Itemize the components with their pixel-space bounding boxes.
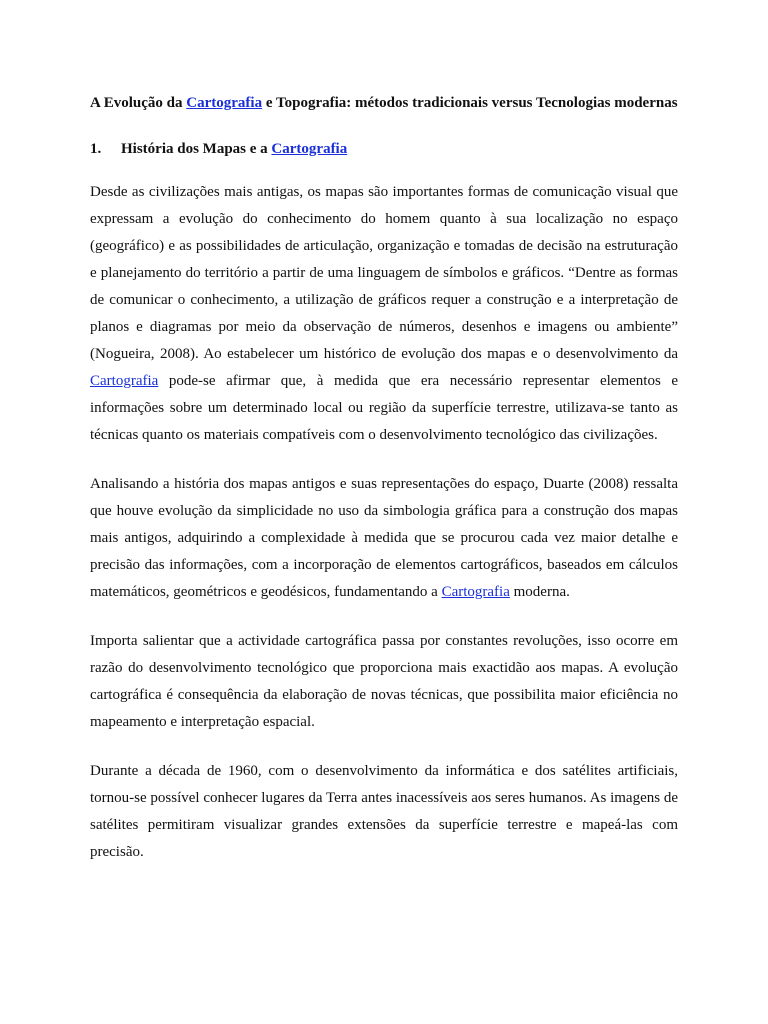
paragraph-1 — [90, 179, 678, 449]
paragraph-2-cartografia-link[interactable]: Cartografia — [441, 584, 510, 600]
paragraph-2 — [90, 471, 678, 606]
title-text-after: e Topografia: métodos tradicionais versus Tecnologias modernas — [262, 95, 678, 111]
paragraph-1-cartografia-link[interactable]: Cartografia — [90, 373, 159, 389]
section-1-text: História dos Mapas e a — [121, 141, 272, 157]
document-body — [90, 90, 678, 866]
section-1-heading — [90, 139, 678, 159]
document-title — [90, 90, 678, 116]
paragraph-3: Importa salientar que a actividade cartográfica passa por constantes revoluções, isso ocorre em razão do desenvolvimento tecnológico que proporciona mais exactidão aos mapas. A evolução cartográfica é consequência da elaboração de novas técnicas, que possibilita maior eficiência no mapeamento e interpretação espacial. — [90, 633, 678, 730]
section-1-cartografia-link[interactable]: Cartografia — [271, 141, 348, 157]
title-cartografia-link[interactable]: Cartografia — [186, 95, 263, 111]
paragraph-1-text-before: Desde as civilizações mais antigas, os mapas são importantes formas de comunicação visual que expressam a evolução do conhecimento do homem quanto à sua localização no espaço (geográfico) e as possibilidades de articulação, organização e tomadas de decisão na estruturação e planejamento do território a partir de uma linguagem de símbolos e gráficos. “Dentre as formas de comunicar o conhecimento, a utilização de gráficos requer a construção e a interpretação de planos e diagramas por meio da observação de números, desenhos e imagens ou ambiente” (Nogueira, 2008). Ao estabelecer um histórico de evolução dos mapas e o desenvolvimento da — [90, 184, 678, 362]
paragraph-2-text-after: moderna. — [509, 584, 570, 600]
section-1-number: 1. — [90, 141, 102, 157]
paragraph-1-text-after: pode-se afirmar que, à medida que era necessário representar elementos e informações sobre um determinado local ou região da superfície terrestre, utilizava-se tanto as técnicas quanto os materiais compatíveis com o desenvolvimento tecnológico das civilizações. — [90, 373, 678, 443]
paragraph-4: Durante a década de 1960, com o desenvolvimento da informática e dos satélites artificiais, tornou-se possível conhecer lugares da Terra antes inacessíveis aos seres humanos. As imagens de satélites permitiram visualizar grandes extensões da superfície terrestre e mapeá-las com precisão. — [90, 763, 678, 860]
title-text-before: A Evolução da — [90, 95, 187, 111]
paragraph-2-text-before: Analisando a história dos mapas antigos e suas representações do espaço, Duarte (2008) ressalta que houve evolução da simplicidade no uso da simbologia gráfica para a construção dos mapas mais antigos, adquirindo a complexidade à medida que se procurou cada vez maior detalhe e precisão das informações, com a incorporação de elementos cartográficos, baseados em cálculos matemáticos, geométricos e geodésicos, fundamentando a — [90, 476, 678, 600]
